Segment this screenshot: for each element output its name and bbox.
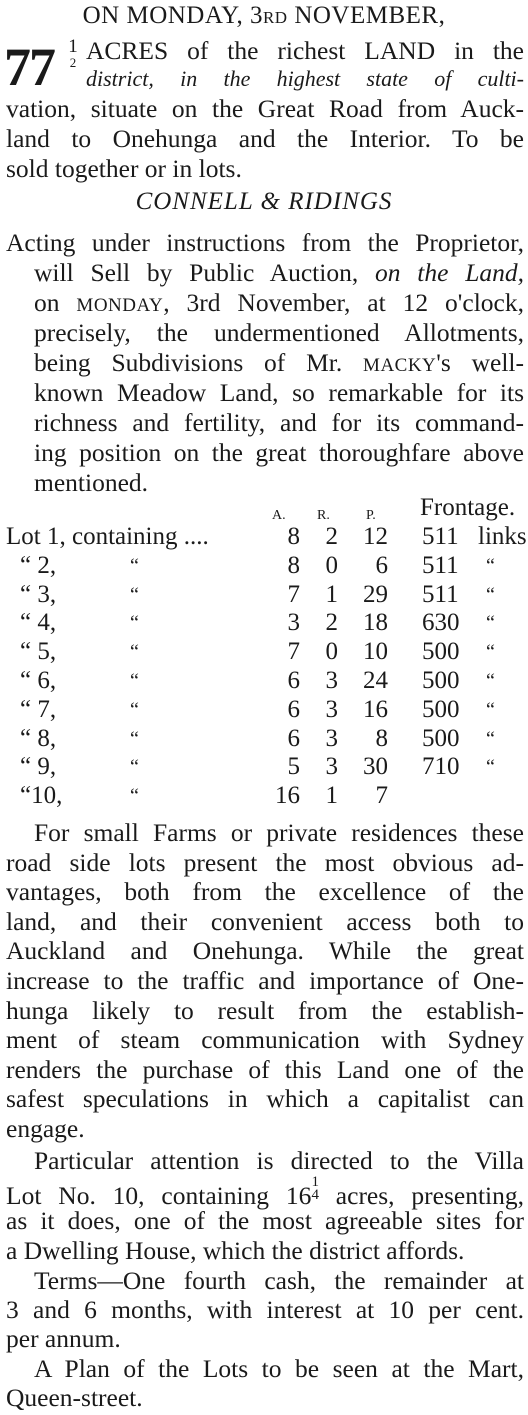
notice-line-8: ing position on the great thoroughfare above xyxy=(34,438,524,467)
villa-line-2a: Lot No. 10, containing 16 xyxy=(6,1181,312,1210)
frontage-cell: 630 xyxy=(422,609,460,637)
perches-cell: 18 xyxy=(363,609,388,637)
advantages-line: renders the purchase of this Land one of the xyxy=(6,1054,524,1084)
frontage-unit: “ xyxy=(486,756,495,779)
header-acres: A. xyxy=(272,508,286,523)
lot-label: “10, xyxy=(20,782,63,810)
intro-line-5: sold together or in lots. xyxy=(6,154,242,183)
frontage-unit: “ xyxy=(486,612,495,635)
terms-line: Terms—One fourth cash, the remainder at xyxy=(34,1266,524,1295)
acres-cell: 6 xyxy=(287,724,300,752)
perches-cell: 24 xyxy=(363,667,388,694)
acres-cell: 7 xyxy=(287,638,300,666)
notice-line-5a: being Subdivisions of Mr. xyxy=(34,348,364,377)
notice-line-5b: 's well- xyxy=(436,348,525,377)
advantages-line: Auckland and Onehunga. While the great xyxy=(6,936,524,966)
header-roods: R. xyxy=(317,508,330,523)
villa-line-1: Particular attention is directed to the Villa xyxy=(34,1146,524,1175)
villa-fraction-num: 1 xyxy=(311,1174,319,1190)
containing-ditto: “ xyxy=(130,612,139,635)
lot-label: “ 2, xyxy=(20,551,57,579)
advantages-line: safest speculations in which a capitalist can xyxy=(6,1084,524,1114)
header-frontage: Frontage. xyxy=(420,494,516,521)
frontage-cell: 710 xyxy=(422,753,460,781)
containing-ditto: “ xyxy=(130,641,139,664)
notice-day: MONDAY xyxy=(76,295,164,316)
intro-line-3: vation, situate on the Great Road from Auck- xyxy=(6,94,524,123)
lot-label: “ 3, xyxy=(20,580,57,608)
intro-line-1: ACRES of the richest LAND in the xyxy=(86,36,524,65)
notice-line-7: richness and fertility, and for its command- xyxy=(34,408,524,437)
notice-line-3 xyxy=(34,288,524,321)
acres-cell: 6 xyxy=(287,667,300,694)
notice-line-4: precisely, the undermentioned Allotments, xyxy=(34,318,524,347)
notice-line-6: known Meadow Land, so remarkable for its xyxy=(34,378,524,407)
frontage-unit: “ xyxy=(486,554,495,577)
containing-ditto: “ xyxy=(130,583,139,606)
lot-label: “ 4, xyxy=(20,609,57,637)
advantages-line: ment of steam communication with Sydney xyxy=(6,1025,524,1055)
acres-cell: 16 xyxy=(275,782,300,810)
header-perches: P. xyxy=(366,508,376,523)
acres-cell: 8 xyxy=(287,523,300,550)
perches-cell: 7 xyxy=(375,782,388,810)
perches-cell: 10 xyxy=(363,638,388,666)
frontage-cell: 511 xyxy=(422,551,459,579)
frontage-unit: “ xyxy=(486,583,495,606)
acres-cell: 7 xyxy=(287,580,300,608)
perches-cell: 16 xyxy=(363,695,388,723)
fraction-denominator: 2 xyxy=(69,55,77,70)
frontage-cell: 511 xyxy=(422,580,459,608)
plan-line: Queen-street. xyxy=(6,1383,143,1412)
advantages-line: hunga likely to result from the establish- xyxy=(6,995,524,1025)
frontage-unit: links xyxy=(478,523,527,550)
notice-line-1: Acting under instructions from the Proprietor, xyxy=(6,228,524,257)
villa-fraction xyxy=(311,1176,319,1202)
perches-cell: 29 xyxy=(363,580,388,608)
heading-suffix: NOVEMBER, xyxy=(287,2,446,29)
advantages-line: For small Farms or private residences these xyxy=(34,818,524,847)
advantages-line: increase to the traffic and importance of One- xyxy=(6,966,524,995)
advantages-line: road side lots present the most obvious ad- xyxy=(6,847,524,877)
perches-cell: 30 xyxy=(363,753,388,781)
notice-line-3a: on xyxy=(34,288,77,317)
frontage-cell: 500 xyxy=(422,724,460,752)
lot-label: “ 6, xyxy=(20,667,57,694)
roods-cell: 2 xyxy=(325,523,338,550)
roods-cell: 1 xyxy=(325,782,338,810)
containing-ditto: “ xyxy=(130,756,139,779)
frontage-unit: “ xyxy=(486,727,495,750)
acres-cell: 5 xyxy=(287,753,300,781)
acreage-number: 77 xyxy=(4,37,54,97)
acres-cell: 3 xyxy=(287,609,300,637)
notice-line-2 xyxy=(34,258,524,288)
villa-line-2b: acres, presenting, xyxy=(318,1181,525,1210)
acres-cell: 6 xyxy=(287,695,300,723)
roods-cell: 3 xyxy=(325,667,338,694)
heading-ordinal: RD xyxy=(262,8,288,27)
fraction-numerator: 1 xyxy=(68,36,78,57)
intro-line-4: land to Onehunga and the Interior. To be xyxy=(6,124,524,153)
notice-line-5 xyxy=(34,348,524,381)
containing-ditto: “ xyxy=(130,554,139,577)
lot-label: “ 9, xyxy=(20,753,57,781)
notice-line-2b: on the Land, xyxy=(375,258,524,287)
advantages-line: vantages, both from the excellence of the xyxy=(6,877,524,907)
notice-line-2a: will Sell by Public Auction, xyxy=(34,258,359,287)
advantages-line: land, and their convenient access both to xyxy=(6,906,524,936)
frontage-unit: “ xyxy=(486,641,495,664)
roods-cell: 0 xyxy=(325,638,338,666)
terms-line: 3 and 6 months, with interest at 10 per cent. xyxy=(6,1295,524,1324)
roods-cell: 3 xyxy=(325,753,338,781)
containing-ditto: “ xyxy=(130,785,139,808)
advantages-line: engage. xyxy=(6,1114,85,1143)
lot-label: “ 8, xyxy=(20,724,57,752)
acres-cell: 8 xyxy=(287,551,300,579)
roods-cell: 3 xyxy=(325,695,338,723)
lot-label: “ 5, xyxy=(20,638,57,666)
villa-fraction-den: 4 xyxy=(311,1187,319,1203)
villa-line-3: as it does, one of the most agreeable sites for xyxy=(6,1206,524,1235)
roods-cell: 0 xyxy=(325,551,338,579)
plan-line: A Plan of the Lots to be seen at the Mart, xyxy=(34,1354,524,1383)
lot-label: “ 7, xyxy=(20,695,57,723)
auction-date-heading xyxy=(0,2,528,30)
frontage-unit: “ xyxy=(486,698,495,721)
notice-line-9: mentioned. xyxy=(34,468,149,497)
perches-cell: 6 xyxy=(375,551,388,579)
acreage-fraction xyxy=(64,38,82,70)
perches-cell: 12 xyxy=(363,523,388,550)
containing-ditto: “ xyxy=(130,727,139,750)
roods-cell: 2 xyxy=(325,609,338,637)
frontage-unit: “ xyxy=(486,670,495,692)
lot-label: Lot 1, containing .... xyxy=(6,523,209,550)
roods-cell: 3 xyxy=(325,724,338,752)
villa-line-4: a Dwelling House, which the district affords. xyxy=(6,1236,465,1265)
notice-surname: MACKY xyxy=(363,355,437,376)
roods-cell: 1 xyxy=(325,580,338,608)
frontage-cell: 500 xyxy=(422,667,460,694)
containing-ditto: “ xyxy=(130,698,139,721)
containing-ditto: “ xyxy=(130,670,139,692)
auctioneer-name: CONNELL & RIDINGS xyxy=(135,188,393,215)
terms-line: per annum. xyxy=(6,1324,121,1353)
frontage-cell: 500 xyxy=(422,638,460,666)
frontage-cell: 500 xyxy=(422,695,460,723)
notice-line-3b: , 3rd November, at 12 o'clock, xyxy=(163,288,524,317)
intro-line-2: district, in the highest state of culti- xyxy=(86,66,524,91)
perches-cell: 8 xyxy=(375,724,388,752)
frontage-cell: 511 xyxy=(422,523,459,550)
heading-prefix: ON MONDAY, 3 xyxy=(82,2,263,29)
